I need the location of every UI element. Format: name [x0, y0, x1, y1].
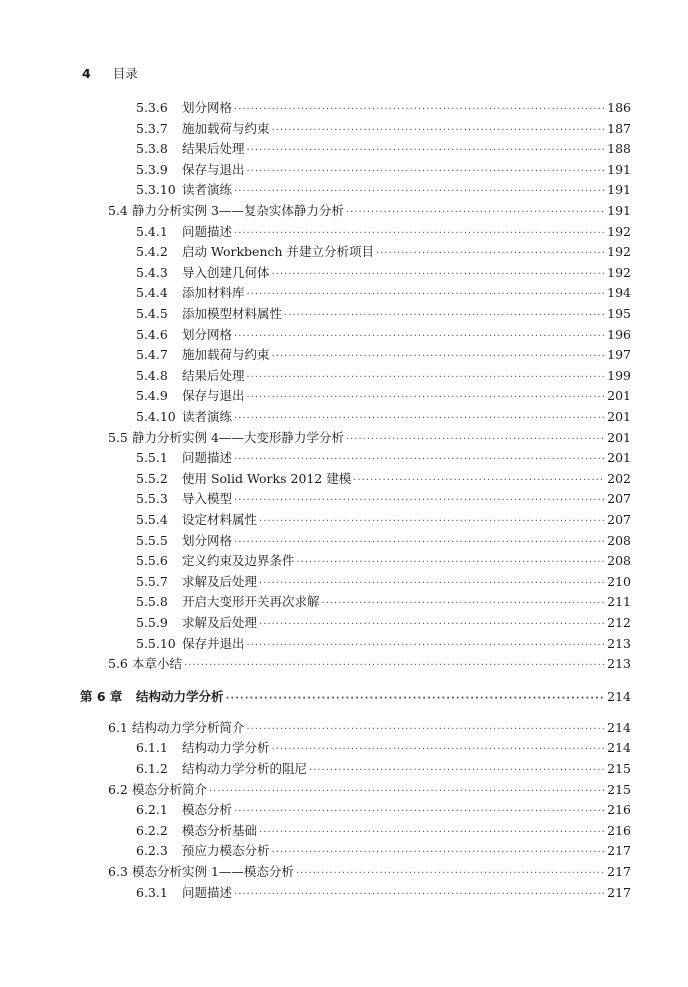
toc-subsection-entry: [136, 821, 631, 840]
toc-section-entry: [108, 201, 631, 220]
toc-entry-page: 217: [607, 864, 631, 879]
toc-subsection-entry: [136, 386, 631, 405]
toc-entry-number: 5.4.4: [136, 285, 168, 301]
toc-dot-leader: [234, 450, 605, 469]
toc-entry-number: 5.4.9: [136, 388, 168, 404]
toc-dot-leader: [247, 388, 606, 407]
toc-entry-page: 215: [607, 761, 631, 776]
toc-entry-number: 5.3.9: [136, 161, 168, 177]
toc-entry-title: 静力分析实例 4——大变形静力学分析: [132, 429, 344, 445]
toc-entry-number: 5.5.3: [136, 491, 168, 507]
toc-dot-leader: [247, 636, 606, 655]
toc-entry-title: 模态分析: [182, 802, 233, 818]
toc-subsection-entry: [136, 242, 631, 261]
toc-entry-title: 添加材料库: [182, 285, 245, 301]
toc-entry-page: 199: [607, 367, 631, 383]
toc-entry-title: 模态分析简介: [132, 781, 208, 797]
toc-dot-leader: [234, 533, 605, 552]
toc-dot-leader: [247, 720, 606, 739]
toc-entry-page: 214: [607, 740, 631, 756]
toc-entry-page: 208: [607, 553, 631, 569]
toc-dot-leader: [247, 162, 606, 181]
toc-entry-number: 5.4.7: [136, 347, 168, 363]
toc-entry-page: 214: [607, 688, 631, 704]
toc-entry-page: 212: [607, 615, 631, 630]
toc-entry-number: 6.3: [108, 864, 128, 879]
toc-subsection-entry: [136, 366, 631, 385]
toc-dot-leader: [297, 553, 606, 572]
toc-entry-number: 5.4.8: [136, 367, 168, 383]
toc-entry-number: 5.4.6: [136, 326, 168, 342]
toc-entry-number: 5.3.7: [136, 120, 168, 136]
toc-entry-page: 201: [607, 450, 631, 466]
toc-entry-number: 5.3.6: [136, 100, 168, 115]
toc-subsection-entry: [136, 738, 631, 757]
toc-entry-number: 5.4: [108, 203, 128, 218]
toc-entry-title: 求解及后处理: [182, 615, 258, 630]
toc-section-entry: [108, 862, 631, 881]
toc-entry-title: 结果后处理: [182, 141, 245, 157]
toc-subsection-entry: [136, 448, 631, 467]
toc-entry-title: 设定材料属性: [182, 512, 258, 527]
toc-entry-number: 5.3.10: [136, 182, 176, 198]
toc-entry-page: 201: [607, 429, 631, 445]
toc-entry-title: 读者演练: [182, 182, 233, 198]
toc-entry-page: 192: [607, 223, 631, 239]
toc-dot-leader: [309, 761, 605, 780]
toc-entry-title: 导入创建几何体: [182, 264, 270, 280]
toc-entry-number: 6.1.1: [136, 740, 168, 756]
toc-dot-leader: [209, 782, 605, 801]
toc-dot-leader: [272, 740, 606, 759]
toc-entry-page: 202: [607, 470, 631, 486]
toc-entry-number: 5.5.7: [136, 573, 168, 589]
toc-dot-leader: [322, 594, 606, 613]
toc-entry-page: 210: [607, 573, 631, 589]
toc-entry-number: 5.4.2: [136, 244, 168, 260]
toc-dot-leader: [234, 409, 605, 428]
toc-entry-page: 217: [607, 843, 631, 859]
toc-dot-leader: [353, 471, 605, 490]
toc-subsection-entry: [136, 800, 631, 819]
toc-entry-title: 使用 Solid Works 2012 建模: [182, 470, 352, 486]
toc-entry-page: 215: [607, 781, 631, 797]
toc-entry-number: 5.5.5: [136, 532, 168, 548]
toc-entry-number: 6.2: [108, 781, 128, 797]
toc-entry-title: 划分网格: [182, 532, 233, 548]
toc-entry-title: 模态分析基础: [182, 822, 258, 838]
toc-chapter-entry: [80, 687, 631, 706]
toc-entry-number: 6.2.1: [136, 802, 168, 818]
toc-subsection-entry: [136, 883, 631, 902]
toc-subsection-entry: [136, 222, 631, 241]
toc-dot-leader: [247, 285, 606, 304]
toc-subsection-entry: [136, 180, 631, 199]
toc-dot-leader: [272, 347, 606, 366]
toc-entry-title: 结构动力学分析简介: [132, 719, 245, 735]
toc-entry-number: 5.4.3: [136, 264, 168, 280]
toc-dot-leader: [272, 265, 606, 284]
toc-entry-number: 6.1: [108, 719, 128, 735]
toc-entry-page: 214: [607, 719, 631, 735]
toc-entry-page: 191: [607, 203, 631, 218]
toc-entry-page: 195: [607, 306, 631, 321]
toc-entry-title: 读者演练: [182, 409, 233, 424]
toc-dot-leader: [284, 306, 605, 325]
toc-entry-page: 213: [607, 656, 631, 672]
toc-dot-leader: [272, 121, 606, 140]
toc-entry-number: 5.5.2: [136, 470, 168, 486]
toc-entry-number: 6.3.1: [136, 884, 168, 900]
toc-dot-leader: [259, 512, 605, 531]
toc-entry-number: 5.5: [108, 429, 128, 445]
toc-subsection-entry: [136, 551, 631, 570]
toc-subsection-entry: [136, 283, 631, 302]
toc-entry-title: 问题描述: [182, 450, 233, 466]
toc-entry-title: 结构动力学分析: [136, 688, 224, 704]
toc-dot-leader: [346, 203, 605, 222]
toc-section-entry: [108, 428, 631, 447]
toc-subsection-entry: [136, 263, 631, 282]
toc-entry-number: 5.3.8: [136, 141, 168, 157]
toc-entry-title: 划分网格: [182, 326, 233, 342]
toc-entry-page: 216: [607, 822, 631, 838]
page-header: [82, 64, 138, 82]
toc-entry-page: 211: [607, 594, 631, 610]
toc-dot-leader: [234, 885, 605, 904]
toc-dot-leader: [272, 843, 606, 862]
toc-entry-page: 192: [607, 244, 631, 260]
toc-dot-leader: [234, 182, 605, 201]
toc-entry-page: 192: [607, 264, 631, 280]
toc-entry-title: 保存与退出: [182, 388, 245, 404]
toc-entry-number: 5.4.10: [136, 409, 176, 424]
toc-subsection-entry: [136, 572, 631, 591]
toc-subsection-entry: [136, 841, 631, 860]
toc-subsection-entry: [136, 304, 631, 323]
toc-dot-leader: [259, 823, 605, 842]
toc-entry-title: 施加载荷与约束: [182, 120, 270, 136]
toc-subsection-entry: [136, 634, 631, 653]
toc-entry-title: 结构动力学分析: [182, 740, 270, 756]
toc-entry-page: 188: [607, 141, 631, 157]
toc-section-entry: [108, 654, 631, 673]
toc-subsection-entry: [136, 139, 631, 158]
toc-entry-number: 5.5.10: [136, 635, 176, 651]
toc-entry-page: 187: [607, 120, 631, 136]
toc-entry-title: 开启大变形开关再次求解: [182, 594, 320, 610]
toc-entry-number: 5.5.1: [136, 450, 168, 466]
toc-entry-page: 208: [607, 532, 631, 548]
toc-entry-title: 静力分析实例 3——复杂实体静力分析: [132, 203, 344, 218]
toc-entry-page: 191: [607, 182, 631, 198]
toc-entry-title: 保存并退出: [182, 635, 245, 651]
toc-dot-leader: [234, 491, 605, 510]
toc-entry-title: 添加模型材料属性: [182, 306, 283, 321]
toc-subsection-entry: [136, 325, 631, 344]
page-header-title: 目录: [112, 66, 138, 81]
toc-dot-leader: [376, 244, 605, 263]
toc-entry-title: 问题描述: [182, 223, 233, 239]
toc-entry-page: 197: [607, 347, 631, 363]
toc-entry-number: 5.5.9: [136, 615, 168, 630]
toc-entry-number: 6.1.2: [136, 761, 168, 776]
toc-entry-title: 结果后处理: [182, 367, 245, 383]
toc-entry-title: 导入模型: [182, 491, 233, 507]
toc-entry-number: 6.2.3: [136, 843, 168, 859]
toc-entry-number: 5.4.5: [136, 306, 168, 321]
toc-subsection-entry: [136, 510, 631, 529]
toc-section-entry: [108, 780, 631, 799]
toc-dot-leader: [184, 656, 605, 675]
toc-entry-title: 模态分析实例 1——模态分析: [132, 864, 294, 879]
toc-subsection-entry: [136, 98, 631, 117]
toc-subsection-entry: [136, 407, 631, 426]
toc-entry-page: 186: [607, 100, 631, 115]
toc-dot-leader: [226, 689, 606, 708]
toc-entry-title: 启动 Workbench 并建立分析项目: [182, 244, 375, 260]
toc-dot-leader: [234, 327, 605, 346]
toc-entry-number: 5.4.1: [136, 223, 168, 239]
toc-entry-page: 196: [607, 326, 631, 342]
toc-subsection-entry: [136, 345, 631, 364]
toc-entry-number: 第 6 章: [80, 688, 123, 704]
toc-entry-number: 5.6: [108, 656, 128, 672]
toc-entry-number: 5.5.6: [136, 553, 168, 569]
toc-entry-page: 216: [607, 802, 631, 818]
toc-entry-number: 6.2.2: [136, 822, 168, 838]
toc-dot-leader: [247, 368, 606, 387]
toc-entry-title: 问题描述: [182, 884, 233, 900]
toc-entry-page: 213: [607, 635, 631, 651]
toc-dot-leader: [259, 615, 605, 634]
toc-dot-leader: [346, 430, 605, 449]
toc-entry-title: 求解及后处理: [182, 573, 258, 589]
toc-entry-title: 结构动力学分析的阻尼: [182, 761, 308, 776]
toc-dot-leader: [296, 864, 605, 883]
toc-entry-page: 201: [607, 388, 631, 404]
toc-dot-leader: [259, 574, 605, 593]
toc-entry-page: 207: [607, 512, 631, 527]
toc-dot-leader: [247, 141, 606, 160]
toc-entry-title: 划分网格: [182, 100, 233, 115]
toc-entry-page: 207: [607, 491, 631, 507]
toc-subsection-entry: [136, 119, 631, 138]
toc-dot-leader: [234, 100, 605, 119]
toc-subsection-entry: [136, 489, 631, 508]
toc-subsection-entry: [136, 613, 631, 632]
toc-entry-title: 本章小结: [132, 656, 183, 672]
toc-dot-leader: [234, 224, 605, 243]
toc-subsection-entry: [136, 759, 631, 778]
toc-entry-page: 194: [607, 285, 631, 301]
toc-entry-page: 217: [607, 884, 631, 900]
toc-entry-title: 预应力模态分析: [182, 843, 270, 859]
toc-section-entry: [108, 718, 631, 737]
toc-subsection-entry: [136, 160, 631, 179]
toc-entry-title: 定义约束及边界条件: [182, 553, 295, 569]
toc-entry-number: 5.5.4: [136, 512, 168, 527]
toc-dot-leader: [234, 802, 605, 821]
toc-entry-page: 201: [607, 409, 631, 424]
toc-subsection-entry: [136, 469, 631, 488]
page-number: 4: [82, 66, 91, 81]
toc-entry-title: 施加载荷与约束: [182, 347, 270, 363]
toc-subsection-entry: [136, 531, 631, 550]
toc-subsection-entry: [136, 592, 631, 611]
toc-entry-number: 5.5.8: [136, 594, 168, 610]
toc-entry-title: 保存与退出: [182, 161, 245, 177]
toc-entry-page: 191: [607, 161, 631, 177]
